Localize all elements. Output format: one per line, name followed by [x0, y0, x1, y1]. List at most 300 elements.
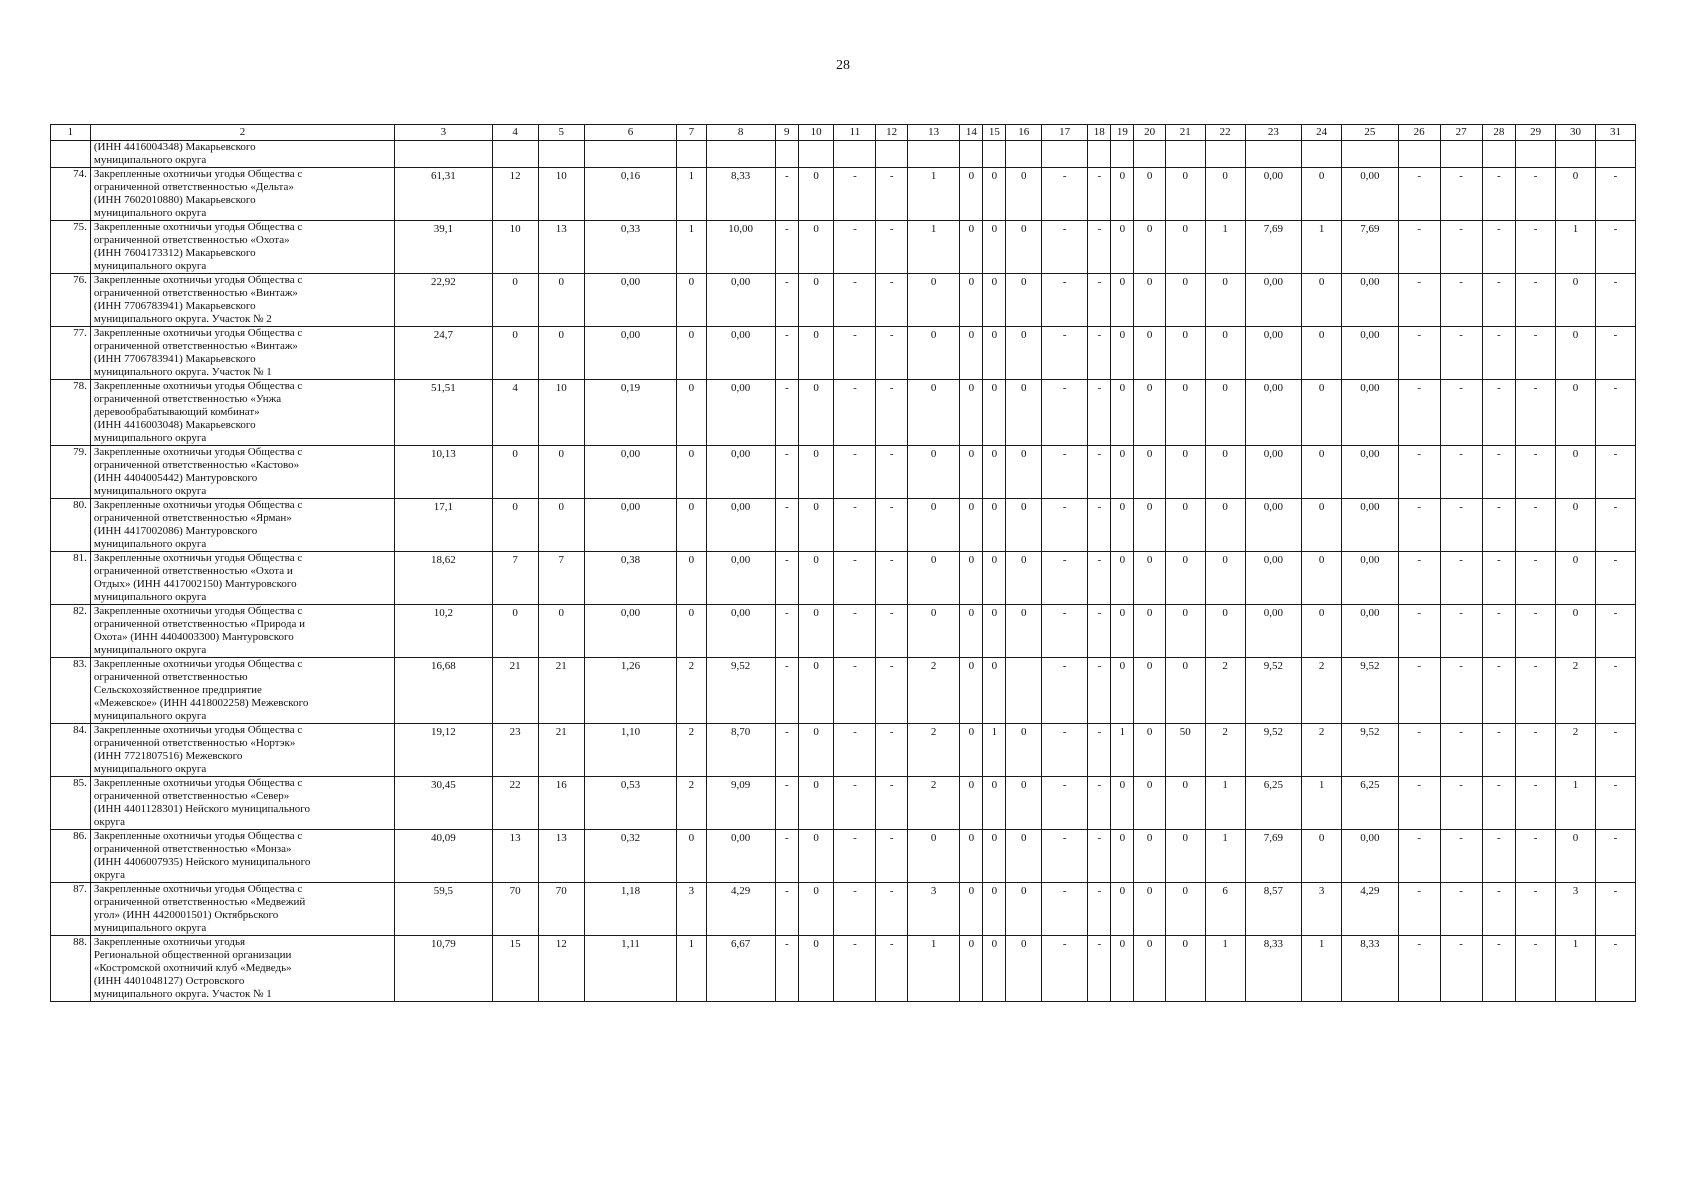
value-cell: 0 [492, 274, 538, 327]
value-cell: 16,68 [395, 658, 493, 724]
column-header-10: 10 [798, 125, 834, 141]
column-header-21: 21 [1165, 125, 1205, 141]
value-cell: 0 [538, 605, 584, 658]
value-cell: 1 [907, 168, 959, 221]
value-cell: - [1440, 552, 1482, 605]
value-cell: - [1088, 552, 1111, 605]
value-cell: 0 [492, 327, 538, 380]
description-line: Закрепленные охотничьи угодья [93, 936, 246, 948]
value-cell: 0 [798, 777, 834, 830]
value-cell: - [1042, 446, 1088, 499]
value-cell: - [1042, 658, 1088, 724]
value-cell [1245, 141, 1302, 168]
value-cell: - [834, 327, 876, 380]
continuation-row [51, 141, 1636, 168]
row-number-cell: 77. [51, 327, 91, 380]
value-cell: 2 [677, 724, 706, 777]
table-row [51, 777, 1636, 830]
description-line: муниципального округа [93, 207, 207, 219]
value-cell: - [775, 168, 798, 221]
value-cell [1111, 141, 1134, 168]
value-cell [1595, 141, 1635, 168]
description-cell [90, 168, 394, 221]
value-cell: - [1398, 499, 1440, 552]
column-header-18: 18 [1088, 125, 1111, 141]
value-cell: - [1042, 327, 1088, 380]
value-cell: 24,7 [395, 327, 493, 380]
value-cell: - [1398, 658, 1440, 724]
value-cell: 0 [1165, 552, 1205, 605]
value-cell: - [834, 168, 876, 221]
value-cell [1516, 141, 1556, 168]
value-cell: 0 [1302, 327, 1342, 380]
value-cell: - [1440, 221, 1482, 274]
value-cell: - [1516, 168, 1556, 221]
value-cell: - [775, 446, 798, 499]
table-row [51, 380, 1636, 446]
value-cell: 2 [677, 777, 706, 830]
value-cell: 0 [798, 446, 834, 499]
description-line: Закрепленные охотничьи угодья Общества с [93, 380, 303, 392]
value-cell: 0,00 [706, 605, 775, 658]
value-cell: 12 [492, 168, 538, 221]
value-cell [1042, 141, 1088, 168]
description-line: Региональной общественной организации [93, 949, 292, 961]
description-line: Закрепленные охотничьи угодья Общества с [93, 552, 303, 564]
hunting-grounds-table [50, 124, 1636, 1002]
row-number-cell: 83. [51, 658, 91, 724]
value-cell: - [876, 221, 907, 274]
value-cell: 0,16 [584, 168, 676, 221]
value-cell: - [1516, 221, 1556, 274]
value-cell: - [834, 552, 876, 605]
value-cell: - [1440, 446, 1482, 499]
value-cell: - [1516, 327, 1556, 380]
value-cell: 0 [1165, 883, 1205, 936]
description-line: Закрепленные охотничьи угодья Общества с [93, 499, 303, 511]
value-cell: 0 [1134, 936, 1165, 1002]
value-cell: 0,00 [706, 380, 775, 446]
value-cell: 70 [538, 883, 584, 936]
value-cell [584, 141, 676, 168]
value-cell: - [1042, 380, 1088, 446]
value-cell: 0 [907, 552, 959, 605]
value-cell: - [1595, 499, 1635, 552]
value-cell: - [1088, 936, 1111, 1002]
value-cell: 0 [983, 777, 1006, 830]
column-header-24: 24 [1302, 125, 1342, 141]
value-cell: - [876, 168, 907, 221]
value-cell: - [834, 499, 876, 552]
value-cell: 1 [1205, 221, 1245, 274]
value-cell: 1 [1302, 221, 1342, 274]
column-header-27: 27 [1440, 125, 1482, 141]
value-cell: 51,51 [395, 380, 493, 446]
value-cell: 0 [677, 446, 706, 499]
value-cell: - [775, 221, 798, 274]
value-cell: 0 [492, 499, 538, 552]
value-cell: 0 [1302, 380, 1342, 446]
row-number-cell: 81. [51, 552, 91, 605]
value-cell [677, 141, 706, 168]
value-cell: 0 [983, 883, 1006, 936]
value-cell: 17,1 [395, 499, 493, 552]
value-cell: 0,00 [706, 552, 775, 605]
value-cell: - [1088, 380, 1111, 446]
value-cell: - [1042, 936, 1088, 1002]
value-cell: 0 [1134, 168, 1165, 221]
value-cell: 0 [1111, 605, 1134, 658]
value-cell: - [1088, 221, 1111, 274]
value-cell: - [1482, 221, 1516, 274]
value-cell: 21 [538, 658, 584, 724]
description-line: Охота» (ИНН 4404003300) Мантуровского [93, 631, 294, 643]
value-cell: - [1042, 605, 1088, 658]
value-cell: 0,00 [706, 499, 775, 552]
description-cell [90, 499, 394, 552]
value-cell: - [876, 605, 907, 658]
value-cell: 0 [1111, 221, 1134, 274]
value-cell: - [1482, 883, 1516, 936]
value-cell: - [1595, 380, 1635, 446]
value-cell: 0 [907, 327, 959, 380]
value-cell: 4 [492, 380, 538, 446]
value-cell: 0 [1006, 552, 1042, 605]
value-cell: - [1595, 724, 1635, 777]
value-cell: 9,52 [1342, 658, 1399, 724]
table-row [51, 552, 1636, 605]
value-cell: 0 [960, 446, 983, 499]
value-cell: 0,00 [584, 605, 676, 658]
row-number-cell: 80. [51, 499, 91, 552]
table-row [51, 327, 1636, 380]
column-header-6: 6 [584, 125, 676, 141]
description-line: Отдых» (ИНН 4417002150) Мантуровского [93, 578, 297, 590]
value-cell: 0 [538, 327, 584, 380]
value-cell: 0,00 [706, 446, 775, 499]
value-cell: - [1088, 327, 1111, 380]
column-header-31: 31 [1595, 125, 1635, 141]
value-cell: 0 [1556, 446, 1596, 499]
description-line: (ИНН 7706783941) Макарьевского [93, 300, 256, 312]
value-cell: 0 [1302, 168, 1342, 221]
value-cell: 0 [677, 274, 706, 327]
value-cell: - [1440, 936, 1482, 1002]
value-cell: - [1516, 552, 1556, 605]
description-line: Закрепленные охотничьи угодья Общества с [93, 724, 303, 736]
value-cell: 18,62 [395, 552, 493, 605]
value-cell: 13 [538, 830, 584, 883]
value-cell: 0 [983, 446, 1006, 499]
value-cell: - [1042, 777, 1088, 830]
description-cell [90, 777, 394, 830]
value-cell: 7,69 [1245, 830, 1302, 883]
value-cell: 0 [907, 605, 959, 658]
value-cell: 0 [1111, 499, 1134, 552]
value-cell: 0 [1205, 274, 1245, 327]
column-header-25: 25 [1342, 125, 1399, 141]
description-cell [90, 605, 394, 658]
value-cell: - [834, 830, 876, 883]
value-cell: 0,19 [584, 380, 676, 446]
value-cell: 1 [677, 221, 706, 274]
value-cell: 2 [1205, 658, 1245, 724]
value-cell: - [1482, 446, 1516, 499]
column-header-22: 22 [1205, 125, 1245, 141]
value-cell: 0 [1205, 499, 1245, 552]
description-line: муниципального округа [93, 154, 207, 166]
description-line: муниципального округа. Участок № 1 [93, 366, 272, 378]
value-cell: 0 [798, 327, 834, 380]
value-cell: 2 [907, 724, 959, 777]
value-cell [1398, 141, 1440, 168]
value-cell: - [1482, 552, 1516, 605]
column-header-3: 3 [395, 125, 493, 141]
value-cell: 0 [677, 380, 706, 446]
value-cell: - [1398, 221, 1440, 274]
value-cell: 0 [1556, 274, 1596, 327]
row-number-cell: 75. [51, 221, 91, 274]
value-cell: 39,1 [395, 221, 493, 274]
table-row [51, 168, 1636, 221]
value-cell [395, 141, 493, 168]
value-cell: - [1398, 327, 1440, 380]
value-cell: 0 [538, 446, 584, 499]
column-header-23: 23 [1245, 125, 1302, 141]
table-row [51, 221, 1636, 274]
column-header-12: 12 [876, 125, 907, 141]
description-line: муниципального округа [93, 644, 207, 656]
column-header-1: 1 [51, 125, 91, 141]
value-cell: 0 [983, 499, 1006, 552]
value-cell: 0 [1556, 327, 1596, 380]
value-cell: 1 [1205, 936, 1245, 1002]
description-line: Закрепленные охотничьи угодья Общества с [93, 605, 303, 617]
value-cell: 30,45 [395, 777, 493, 830]
value-cell: 0 [1165, 936, 1205, 1002]
value-cell: 8,33 [1245, 936, 1302, 1002]
column-header-5: 5 [538, 125, 584, 141]
description-line: Закрепленные охотничьи угодья Общества с [93, 883, 303, 895]
column-header-9: 9 [775, 125, 798, 141]
value-cell: 1 [1302, 777, 1342, 830]
value-cell: - [775, 883, 798, 936]
column-header-14: 14 [960, 125, 983, 141]
value-cell: 7,69 [1342, 221, 1399, 274]
description-line: муниципального округа. Участок № 1 [93, 988, 272, 1000]
value-cell [492, 141, 538, 168]
description-line: деревообрабатывающий комбинат» [93, 406, 260, 418]
column-header-29: 29 [1516, 125, 1556, 141]
value-cell: 0 [1205, 552, 1245, 605]
value-cell: 0 [1111, 274, 1134, 327]
value-cell: 0 [960, 499, 983, 552]
value-cell: 0 [1165, 221, 1205, 274]
value-cell: 0 [983, 221, 1006, 274]
value-cell: - [1042, 499, 1088, 552]
description-line: (ИНН 4401048127) Островского [93, 975, 245, 987]
value-cell: - [775, 327, 798, 380]
row-number-cell: 78. [51, 380, 91, 446]
value-cell: 0,53 [584, 777, 676, 830]
value-cell: 3 [1556, 883, 1596, 936]
value-cell: - [1088, 274, 1111, 327]
description-line: (ИНН 7604173312) Макарьевского [93, 247, 256, 259]
value-cell: - [834, 274, 876, 327]
value-cell: 8,70 [706, 724, 775, 777]
value-cell: 0 [1302, 552, 1342, 605]
value-cell: 2 [1302, 724, 1342, 777]
value-cell: - [1482, 605, 1516, 658]
value-cell: 2 [1302, 658, 1342, 724]
value-cell: 0 [1134, 830, 1165, 883]
value-cell [1342, 141, 1399, 168]
value-cell: - [775, 499, 798, 552]
value-cell: 3 [677, 883, 706, 936]
value-cell: - [1595, 274, 1635, 327]
column-header-4: 4 [492, 125, 538, 141]
value-cell: 0 [1165, 446, 1205, 499]
description-cell [90, 221, 394, 274]
value-cell [1006, 658, 1042, 724]
value-cell: - [775, 830, 798, 883]
value-cell: - [1088, 499, 1111, 552]
value-cell: - [876, 499, 907, 552]
value-cell: 0 [1111, 552, 1134, 605]
value-cell: 9,52 [706, 658, 775, 724]
value-cell: 0,33 [584, 221, 676, 274]
value-cell: 0 [1111, 446, 1134, 499]
value-cell: 6,25 [1342, 777, 1399, 830]
value-cell: - [1042, 552, 1088, 605]
description-cell [90, 141, 394, 168]
description-line: ограниченной ответственностью [93, 671, 248, 683]
description-cell [90, 274, 394, 327]
value-cell [834, 141, 876, 168]
description-cell [90, 446, 394, 499]
value-cell: 10 [492, 221, 538, 274]
value-cell: 0 [960, 830, 983, 883]
value-cell [1165, 141, 1205, 168]
description-line: ограниченной ответственностью «Винтаж» [93, 287, 298, 299]
table-row [51, 658, 1636, 724]
value-cell: 0 [1006, 499, 1042, 552]
value-cell [960, 141, 983, 168]
value-cell: 0 [798, 830, 834, 883]
value-cell: 0 [798, 274, 834, 327]
description-line: (ИНН 4416003048) Макарьевского [93, 419, 256, 431]
value-cell: 2 [1556, 724, 1596, 777]
description-cell [90, 552, 394, 605]
description-line: муниципального округа [93, 763, 207, 775]
value-cell: 0 [983, 936, 1006, 1002]
description-line: ограниченной ответственностью «Север» [93, 790, 290, 802]
value-cell: - [1088, 605, 1111, 658]
value-cell: - [1088, 446, 1111, 499]
value-cell: 0 [798, 499, 834, 552]
value-cell: 0,00 [1342, 327, 1399, 380]
value-cell: 0 [1302, 446, 1342, 499]
value-cell [1134, 141, 1165, 168]
value-cell: 0 [907, 274, 959, 327]
description-line: ограниченной ответственностью «Монза» [93, 843, 292, 855]
value-cell: 1 [1302, 936, 1342, 1002]
value-cell: - [1398, 724, 1440, 777]
description-line: Закрепленные охотничьи угодья Общества с [93, 274, 303, 286]
value-cell: - [1398, 168, 1440, 221]
value-cell: 0 [1134, 274, 1165, 327]
description-line: округа [93, 816, 125, 828]
value-cell: 0 [1111, 830, 1134, 883]
value-cell: 0 [1205, 168, 1245, 221]
value-cell: - [1440, 777, 1482, 830]
value-cell: 1,18 [584, 883, 676, 936]
value-cell: - [1516, 446, 1556, 499]
value-cell: - [876, 883, 907, 936]
value-cell [876, 141, 907, 168]
value-cell: 6,25 [1245, 777, 1302, 830]
value-cell: 12 [538, 936, 584, 1002]
description-line: Закрепленные охотничьи угодья Общества с [93, 168, 303, 180]
value-cell: 0 [798, 168, 834, 221]
description-line: Закрепленные охотничьи угодья Общества с [93, 658, 303, 670]
description-cell [90, 658, 394, 724]
value-cell: 0,00 [584, 327, 676, 380]
value-cell [1088, 141, 1111, 168]
value-cell: 0,00 [1342, 446, 1399, 499]
value-cell: 0,00 [1245, 499, 1302, 552]
value-cell: 9,52 [1342, 724, 1399, 777]
value-cell: 1 [677, 168, 706, 221]
value-cell: 1 [1111, 724, 1134, 777]
value-cell: 2 [907, 658, 959, 724]
value-cell: 0,00 [1342, 380, 1399, 446]
value-cell: - [834, 658, 876, 724]
value-cell: - [1516, 724, 1556, 777]
value-cell: - [1440, 605, 1482, 658]
value-cell: 0 [1205, 446, 1245, 499]
value-cell: - [1516, 380, 1556, 446]
value-cell: 0 [1006, 883, 1042, 936]
value-cell: 10 [538, 380, 584, 446]
value-cell: 4,29 [706, 883, 775, 936]
value-cell: - [1516, 777, 1556, 830]
value-cell: - [1440, 830, 1482, 883]
value-cell: 10,00 [706, 221, 775, 274]
value-cell: - [775, 274, 798, 327]
value-cell: - [775, 605, 798, 658]
table-row [51, 724, 1636, 777]
value-cell: 0 [960, 777, 983, 830]
description-line: (ИНН 7721807516) Межевского [93, 750, 243, 762]
value-cell: - [1398, 380, 1440, 446]
value-cell: - [1042, 221, 1088, 274]
value-cell: 9,52 [1245, 658, 1302, 724]
value-cell: 1 [1205, 777, 1245, 830]
value-cell: 0 [1006, 274, 1042, 327]
value-cell: 19,12 [395, 724, 493, 777]
value-cell: 15 [492, 936, 538, 1002]
value-cell: 0 [798, 552, 834, 605]
value-cell: - [1088, 830, 1111, 883]
value-cell: 0 [1134, 552, 1165, 605]
row-number-cell: 79. [51, 446, 91, 499]
description-line: муниципального округа [93, 710, 207, 722]
value-cell: - [775, 936, 798, 1002]
value-cell: 0 [1006, 724, 1042, 777]
value-cell: 0 [1556, 380, 1596, 446]
value-cell: 0,00 [1342, 168, 1399, 221]
